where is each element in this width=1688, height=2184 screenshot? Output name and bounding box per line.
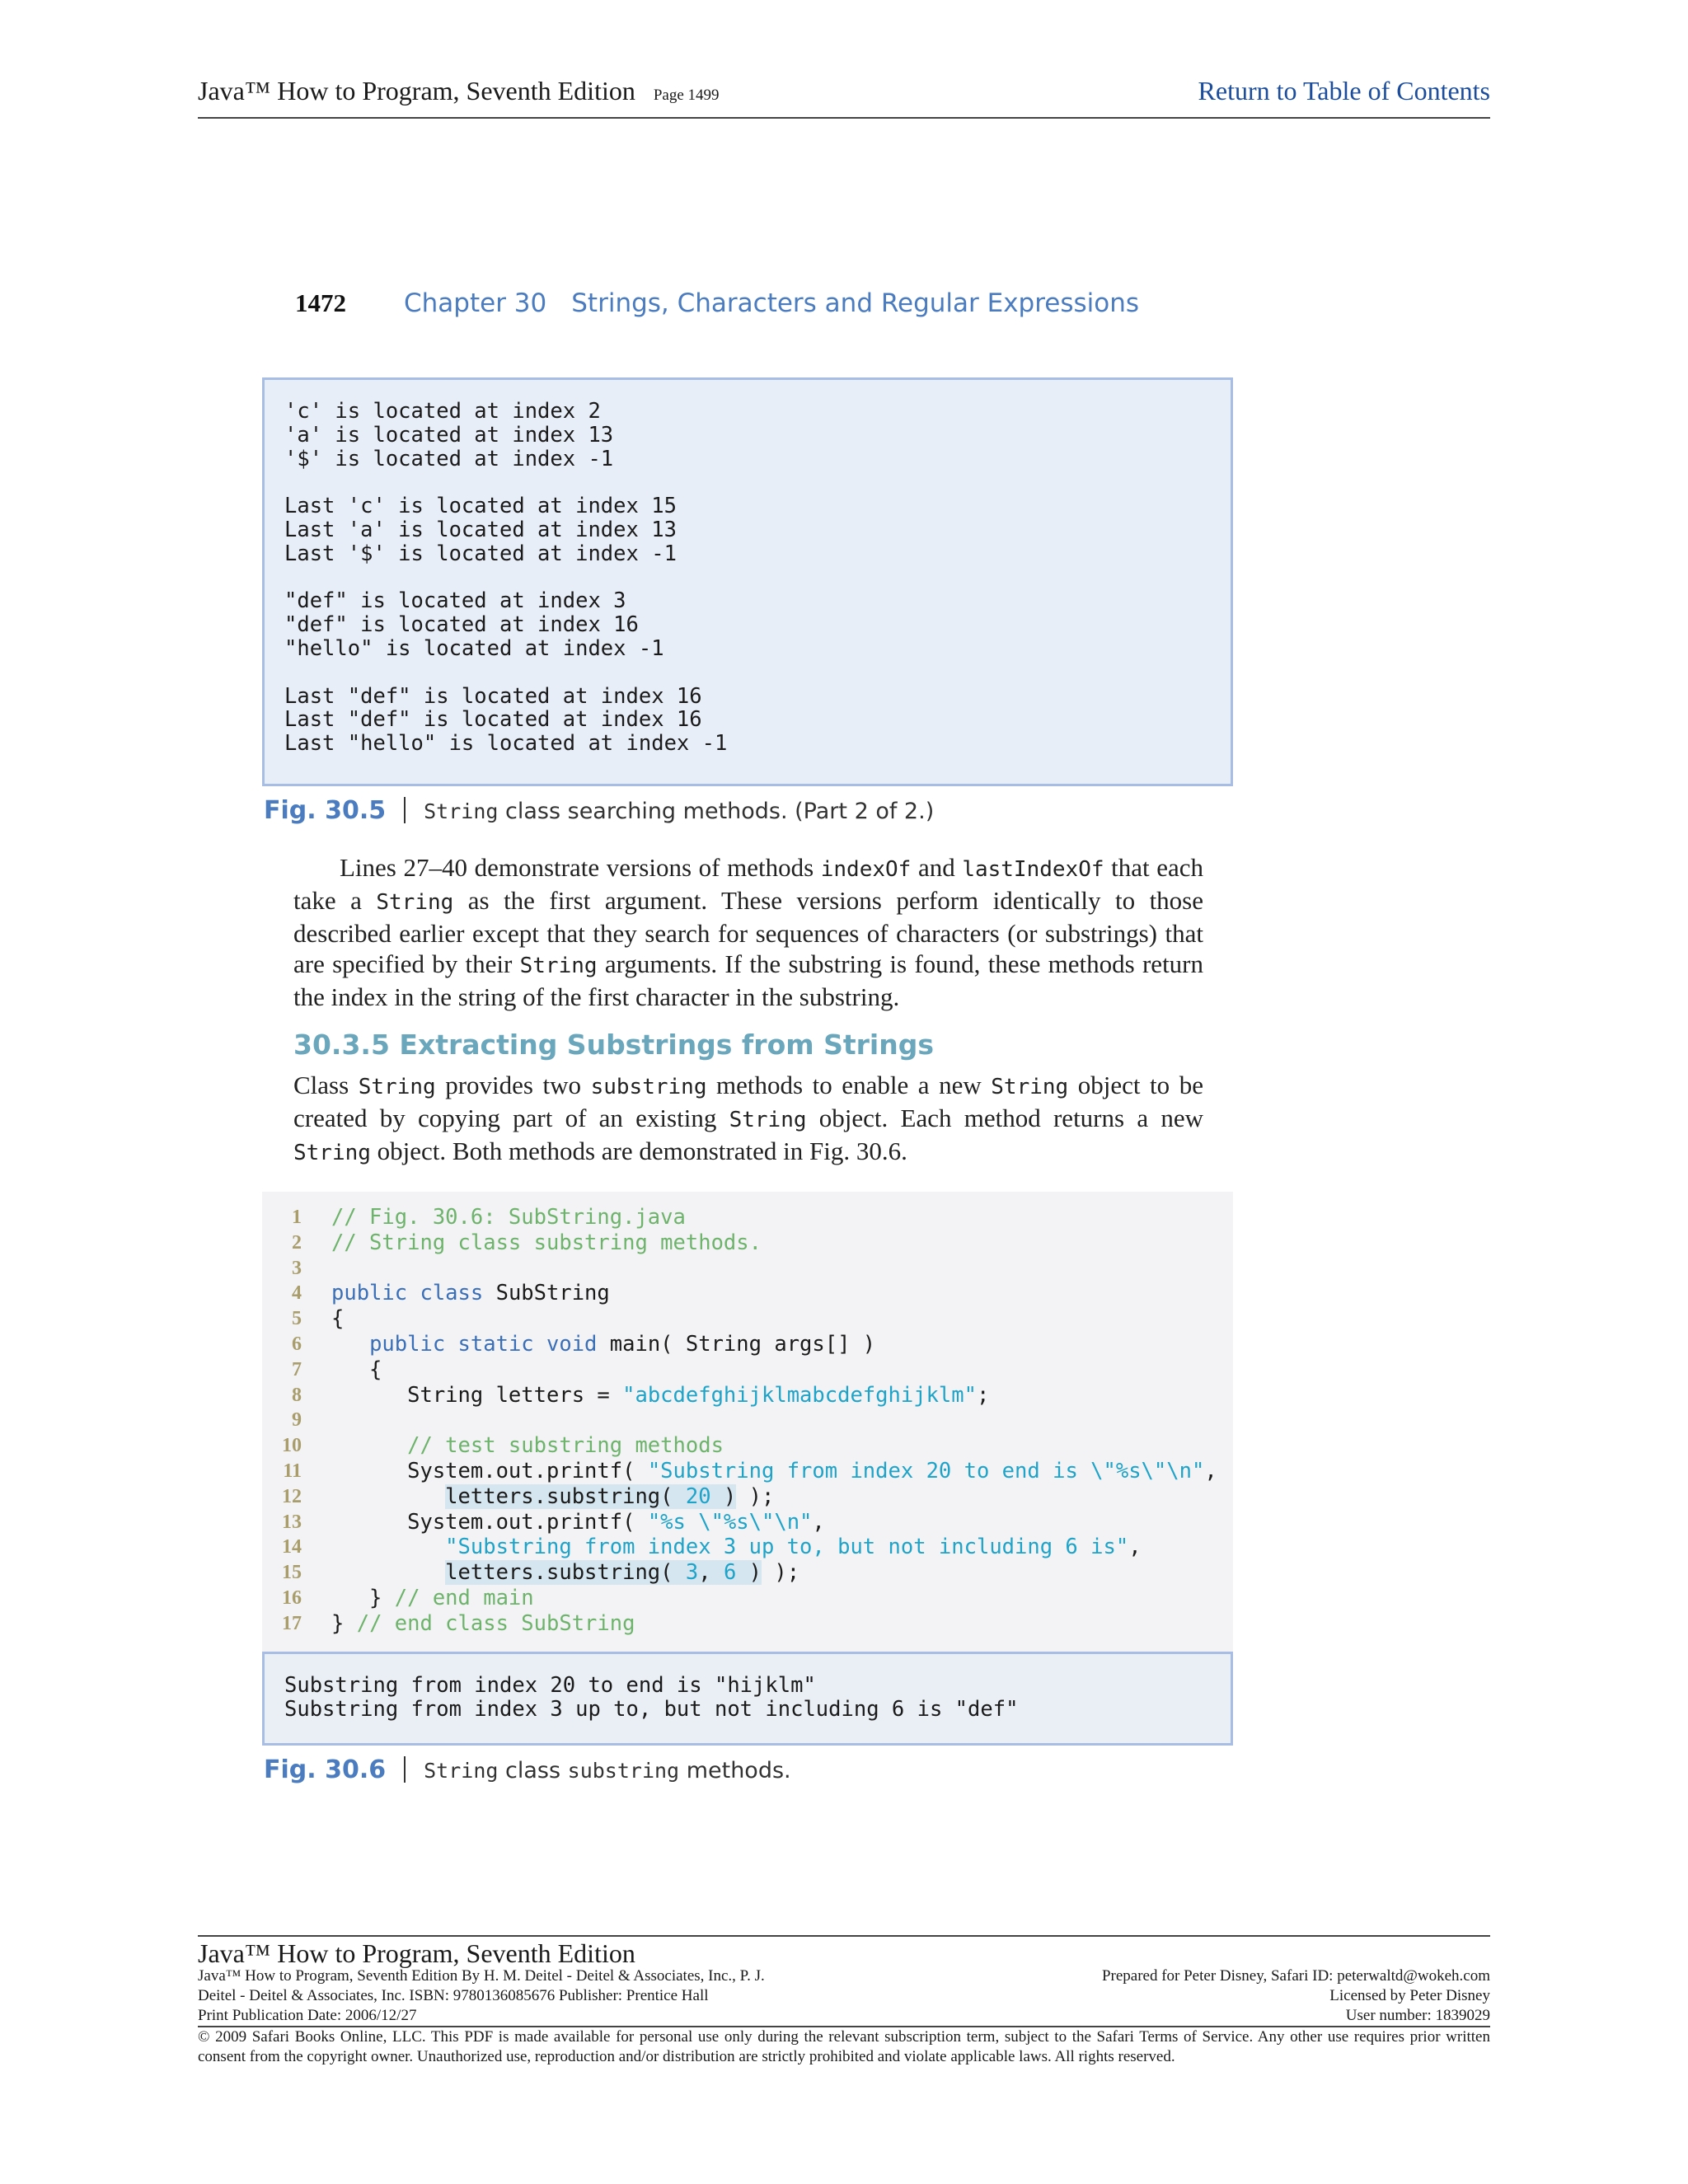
code-token bbox=[331, 1535, 445, 1559]
code-line bbox=[262, 1306, 1233, 1332]
line-number: 7 bbox=[292, 1358, 302, 1380]
code-token: 6 bbox=[710, 1560, 737, 1586]
code-token: } bbox=[331, 1585, 395, 1610]
code-line bbox=[262, 1586, 1233, 1611]
output-line: '$' is located at index -1 bbox=[284, 446, 614, 471]
footer-publication-date: Print Publication Date: 2006/12/27 bbox=[198, 2007, 417, 2024]
para-text: Lines 27–40 demonstrate versions of methods bbox=[340, 853, 821, 882]
line-number: 6 bbox=[292, 1333, 302, 1355]
code-token: ); bbox=[736, 1483, 775, 1509]
code-token: , bbox=[1128, 1535, 1142, 1560]
caption-code: String bbox=[424, 799, 499, 823]
code-token: , bbox=[812, 1509, 825, 1535]
inline-code: String bbox=[729, 1108, 807, 1132]
code-token: // end class SubString bbox=[356, 1610, 635, 1636]
code-text bbox=[331, 1510, 825, 1535]
code-text bbox=[331, 1586, 534, 1611]
code-token: ; bbox=[976, 1382, 990, 1408]
caption-separator bbox=[404, 797, 406, 823]
caption-text: class searching methods. (Part 2 of 2.) bbox=[498, 799, 935, 824]
code-line bbox=[262, 1332, 1233, 1357]
code-listing-fig-30-6 bbox=[262, 1192, 1233, 1652]
output-line bbox=[284, 471, 1231, 494]
line-number: 8 bbox=[292, 1384, 302, 1406]
code-line bbox=[262, 1205, 1233, 1230]
code-text bbox=[331, 1459, 1217, 1484]
line-number: 12 bbox=[282, 1485, 302, 1507]
program-output-fig-30-6 bbox=[262, 1652, 1233, 1746]
caption-separator bbox=[404, 1756, 406, 1783]
code-token: // Fig. 30.6: SubString.java bbox=[331, 1205, 686, 1230]
line-number: 14 bbox=[282, 1536, 302, 1558]
code-token: } bbox=[331, 1610, 357, 1636]
output-line: "hello" is located at index -1 bbox=[284, 635, 664, 661]
code-token bbox=[331, 1560, 445, 1585]
code-text bbox=[331, 1230, 762, 1256]
output-line: 'c' is located at index 2 bbox=[284, 399, 601, 424]
code-token: String letters = bbox=[331, 1382, 623, 1408]
code-token: , bbox=[698, 1560, 711, 1586]
figure-number: Fig. 30.6 bbox=[264, 1755, 387, 1784]
chapter-number: Chapter 30 bbox=[404, 288, 547, 318]
inline-code: String bbox=[991, 1075, 1069, 1099]
header-page-label: Page 1499 bbox=[653, 87, 720, 104]
code-token: { bbox=[331, 1357, 382, 1382]
code-text bbox=[331, 1611, 635, 1637]
output-line: Last "def" is located at index 16 bbox=[284, 707, 702, 733]
code-token: letters.substring( bbox=[445, 1483, 673, 1509]
footer-divider-top bbox=[198, 1935, 1490, 1937]
footer-licensed-by: Licensed by Peter Disney bbox=[1329, 1987, 1490, 2004]
book-page-number: 1472 bbox=[295, 288, 346, 317]
code-token: letters.substring( bbox=[445, 1560, 673, 1586]
code-token: 3 bbox=[673, 1560, 699, 1586]
code-token: // test substring methods bbox=[331, 1433, 724, 1459]
caption-code: String bbox=[424, 1759, 499, 1783]
para-text: object. Both methods are demonstrated in Fig. 30.6. bbox=[370, 1137, 907, 1165]
code-text bbox=[331, 1535, 1142, 1560]
figure-caption-30-5 bbox=[264, 796, 934, 825]
footer-book-title: Java™ How to Program, Seventh Edition bbox=[198, 1938, 635, 1968]
para-text: methods to enable a new bbox=[706, 1071, 992, 1099]
inline-code: lastIndexOf bbox=[962, 857, 1104, 882]
code-token bbox=[331, 1332, 369, 1357]
code-line bbox=[262, 1357, 1233, 1383]
inline-code: String bbox=[358, 1075, 436, 1099]
inline-code: substring bbox=[590, 1075, 707, 1099]
code-text bbox=[331, 1383, 989, 1408]
para-text: that each take a bbox=[293, 853, 1203, 915]
code-line bbox=[262, 1611, 1233, 1637]
code-token: // String class substring methods. bbox=[331, 1230, 762, 1255]
para-text: as the first argument. These versions perform identically to those described earlier except that they search for sequences of characters (or substrings) that are specified by their bbox=[293, 886, 1204, 978]
line-number: 3 bbox=[292, 1257, 302, 1279]
code-token: SubString bbox=[483, 1281, 610, 1306]
chapter-running-head bbox=[404, 288, 1139, 318]
code-line bbox=[262, 1230, 1233, 1256]
code-line bbox=[262, 1433, 1233, 1459]
code-token: // end main bbox=[394, 1585, 534, 1610]
footer-user-number: User number: 1839029 bbox=[1345, 2007, 1490, 2024]
output-line bbox=[284, 661, 1231, 685]
code-token: ) bbox=[736, 1560, 762, 1586]
chapter-title: Strings, Characters and Regular Expressions bbox=[571, 288, 1140, 318]
code-line bbox=[262, 1408, 1233, 1433]
footer-prepared-for: Prepared for Peter Disney, Safari ID: peterwaltd@wokeh.com bbox=[1101, 1967, 1490, 1985]
figure-number: Fig. 30.5 bbox=[264, 796, 387, 825]
code-token: 20 bbox=[673, 1483, 711, 1509]
footer-copyright: © 2009 Safari Books Online, LLC. This PDF is made available for personal use only during the relevant subscription term, subject to the Safari Terms of Service. Any other use requires prior written consent from the copyright owner. Unauthorized use, reproduction and/or distribution are strictly prohibited and violate applicable laws. All rights reserved. bbox=[198, 2028, 1490, 2065]
para-text: and bbox=[911, 853, 963, 882]
line-number: 17 bbox=[282, 1612, 302, 1634]
para-text: arguments. If the substring is found, these methods return the index in the string of the first character in the substring. bbox=[293, 949, 1203, 1011]
book-title-text: Java™ How to Program, Seventh Edition bbox=[198, 76, 635, 105]
line-number: 10 bbox=[282, 1435, 302, 1457]
code-text bbox=[331, 1306, 344, 1332]
inline-code: String bbox=[376, 890, 454, 915]
code-token: System.out.printf( bbox=[331, 1458, 648, 1483]
caption-code: substring bbox=[567, 1759, 680, 1783]
para-text: object to be created by copying part of an existing bbox=[293, 1071, 1203, 1132]
output-line: Substring from index 3 up to, but not including 6 is "def" bbox=[284, 1696, 1019, 1722]
code-token: ) bbox=[710, 1483, 737, 1509]
line-number: 1 bbox=[292, 1207, 302, 1228]
header-divider bbox=[198, 117, 1490, 119]
inline-code: String bbox=[519, 954, 598, 978]
line-number: 2 bbox=[292, 1231, 302, 1254]
output-line: Last "hello" is located at index -1 bbox=[284, 731, 728, 757]
inline-code: indexOf bbox=[820, 857, 912, 882]
code-text bbox=[331, 1560, 799, 1586]
line-number: 9 bbox=[292, 1409, 302, 1432]
output-line: "def" is located at index 16 bbox=[284, 612, 639, 638]
inline-code: String bbox=[293, 1141, 371, 1165]
output-line bbox=[284, 566, 1231, 590]
footer-isbn-line: Deitel - Deitel & Associates, Inc. ISBN: 9780136085676 Publisher: Prentice Hall bbox=[198, 1987, 709, 2004]
caption-text: class bbox=[498, 1758, 568, 1783]
output-line: Last 'c' is located at index 15 bbox=[284, 494, 677, 519]
header-book-title bbox=[198, 76, 720, 106]
output-line: 'a' is located at index 13 bbox=[284, 422, 614, 448]
code-token: ); bbox=[762, 1560, 800, 1586]
code-text bbox=[331, 1357, 382, 1383]
figure-caption-30-6 bbox=[264, 1755, 791, 1784]
program-output-fig-30-5 bbox=[262, 377, 1233, 786]
code-token: "Substring from index 20 to end is \"%s\"\n" bbox=[647, 1458, 1205, 1483]
line-number: 15 bbox=[282, 1562, 302, 1584]
code-token: main( String args[] ) bbox=[597, 1331, 876, 1357]
section-heading: 30.3.5 Extracting Substrings from Strings bbox=[293, 1029, 934, 1061]
code-token: { bbox=[331, 1306, 345, 1332]
code-token: System.out.printf( bbox=[331, 1509, 648, 1535]
code-line bbox=[262, 1484, 1233, 1510]
output-line: "def" is located at index 3 bbox=[284, 588, 626, 614]
code-text bbox=[331, 1281, 610, 1306]
code-token: public static void bbox=[369, 1331, 598, 1357]
code-line bbox=[262, 1510, 1233, 1535]
code-token: "abcdefghijklmabcdefghijklm" bbox=[622, 1382, 977, 1408]
code-text bbox=[331, 1484, 774, 1510]
code-token: "Substring from index 3 up to, but not including 6 is" bbox=[445, 1535, 1129, 1560]
output-line: Substring from index 20 to end is "hijklm" bbox=[284, 1673, 816, 1698]
code-line bbox=[262, 1459, 1233, 1484]
line-number: 4 bbox=[292, 1282, 302, 1305]
line-number: 5 bbox=[292, 1308, 302, 1330]
code-token bbox=[331, 1484, 445, 1509]
para-text: Class bbox=[293, 1071, 359, 1099]
code-token: "%s \"%s\"\n" bbox=[647, 1509, 813, 1535]
code-text bbox=[331, 1433, 724, 1459]
return-to-toc-link[interactable]: Return to Table of Contents bbox=[1198, 76, 1490, 105]
output-line: Last 'a' is located at index 13 bbox=[284, 517, 677, 542]
output-line: Last "def" is located at index 16 bbox=[284, 683, 702, 709]
code-text bbox=[331, 1332, 875, 1357]
code-line bbox=[262, 1256, 1233, 1282]
para-text: provides two bbox=[435, 1071, 591, 1099]
code-token: , bbox=[1204, 1458, 1217, 1483]
line-number: 13 bbox=[282, 1511, 302, 1533]
code-line bbox=[262, 1535, 1233, 1560]
code-token: public class bbox=[331, 1281, 484, 1306]
code-text bbox=[331, 1205, 686, 1230]
body-paragraph-2 bbox=[293, 1070, 1203, 1169]
output-line: Last '$' is located at index -1 bbox=[284, 541, 677, 566]
caption-text: methods. bbox=[679, 1758, 791, 1783]
code-line bbox=[262, 1383, 1233, 1408]
footer-author-line: Java™ How to Program, Seventh Edition By H. M. Deitel - Deitel & Associates, Inc., P. J. bbox=[198, 1967, 765, 1985]
code-line bbox=[262, 1560, 1233, 1586]
code-line bbox=[262, 1281, 1233, 1306]
body-paragraph-1 bbox=[293, 852, 1203, 1012]
line-number: 16 bbox=[282, 1586, 302, 1609]
para-text: object. Each method returns a new bbox=[806, 1104, 1203, 1132]
line-number: 11 bbox=[283, 1460, 302, 1482]
